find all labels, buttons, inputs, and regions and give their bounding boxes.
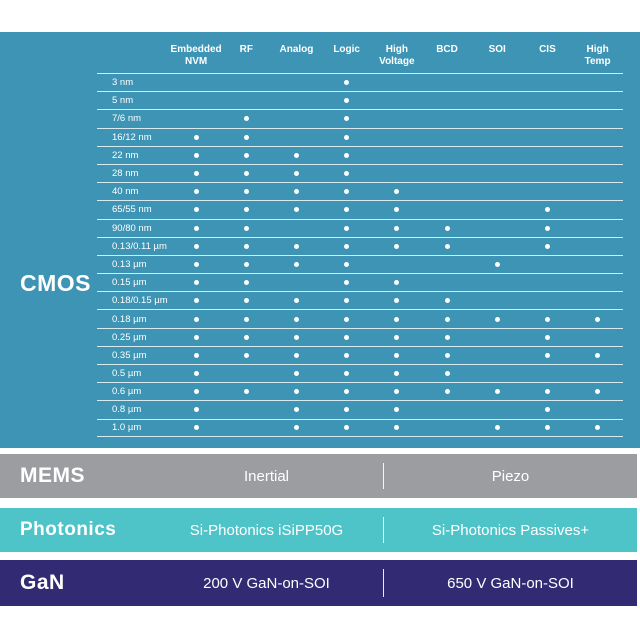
- capability-dot: [344, 262, 349, 267]
- capability-dot: [194, 171, 199, 176]
- matrix-cell: [573, 425, 623, 430]
- matrix-cell: [171, 135, 221, 140]
- matrix-cell: [522, 425, 572, 430]
- matrix-cell: [522, 353, 572, 358]
- matrix-cell: [322, 189, 372, 194]
- capability-dot: [495, 389, 500, 394]
- table-row: [97, 182, 623, 200]
- matrix-cell: [522, 317, 572, 322]
- capability-dot: [194, 389, 199, 394]
- capability-dot: [545, 226, 550, 231]
- matrix-cell: [422, 389, 472, 394]
- capability-dot: [244, 207, 249, 212]
- capability-dot: [495, 317, 500, 322]
- matrix-cell: [472, 262, 522, 267]
- capability-dot: [495, 262, 500, 267]
- capability-dot: [344, 298, 349, 303]
- capability-dot: [244, 353, 249, 358]
- capability-dot: [194, 189, 199, 194]
- matrix-cell: [221, 353, 271, 358]
- matrix-cell: [573, 389, 623, 394]
- capability-dot: [344, 244, 349, 249]
- matrix-cell: [372, 226, 422, 231]
- matrix-cell: [372, 244, 422, 249]
- capability-dot: [194, 353, 199, 358]
- table-row: [97, 291, 623, 309]
- capability-dot: [545, 389, 550, 394]
- cmos-grid: [97, 44, 623, 437]
- row-label: 0.13/0.11 µm: [112, 240, 167, 252]
- capability-dot: [344, 353, 349, 358]
- capability-dot: [344, 153, 349, 158]
- matrix-cell: [171, 317, 221, 322]
- capability-dot: [595, 425, 600, 430]
- matrix-cell: [372, 389, 422, 394]
- capability-dot: [344, 98, 349, 103]
- matrix-cell: [372, 335, 422, 340]
- matrix-cell: [472, 425, 522, 430]
- capability-dot: [194, 135, 199, 140]
- capability-dot: [445, 353, 450, 358]
- capability-dot: [344, 116, 349, 121]
- row-label: 5 nm: [112, 95, 134, 107]
- column-header: High Voltage: [379, 44, 415, 67]
- table-row: [97, 164, 623, 182]
- gan-band-label: GaN: [20, 571, 65, 594]
- column-header: Analog: [279, 44, 314, 55]
- column-header: RF: [239, 44, 253, 55]
- matrix-cell: [372, 371, 422, 376]
- matrix-cell: [171, 262, 221, 267]
- capability-dot: [294, 153, 299, 158]
- matrix-cell: [322, 80, 372, 85]
- matrix-cell: [171, 226, 221, 231]
- mems-left-cell: Inertial: [243, 467, 290, 485]
- column-header: Embedded NVM: [170, 44, 222, 67]
- capability-dot: [294, 335, 299, 340]
- matrix-cell: [372, 353, 422, 358]
- matrix-cell: [322, 425, 372, 430]
- row-label: 0.8 µm: [112, 404, 142, 416]
- capability-dot: [445, 244, 450, 249]
- matrix-cell: [221, 153, 271, 158]
- cmos-section-label: CMOS: [20, 270, 91, 296]
- table-row: [97, 128, 623, 146]
- table-row: [97, 400, 623, 418]
- capability-dot: [545, 207, 550, 212]
- matrix-cell: [221, 226, 271, 231]
- capability-dot: [244, 153, 249, 158]
- capability-dot: [244, 335, 249, 340]
- capability-dot: [394, 207, 399, 212]
- matrix-cell: [422, 353, 472, 358]
- table-row: [97, 364, 623, 382]
- matrix-cell: [271, 407, 321, 412]
- capability-dot: [595, 389, 600, 394]
- matrix-cell: [372, 298, 422, 303]
- capability-dot: [445, 317, 450, 322]
- row-label: 0.6 µm: [112, 386, 142, 398]
- mems-band: [0, 454, 637, 498]
- table-row: [97, 346, 623, 364]
- capability-dot: [445, 335, 450, 340]
- capability-dot: [194, 207, 199, 212]
- capability-dot: [394, 244, 399, 249]
- matrix-cell: [372, 407, 422, 412]
- column-header: Logic: [333, 44, 360, 55]
- row-label: 7/6 nm: [112, 113, 142, 125]
- matrix-cell: [171, 335, 221, 340]
- matrix-cell: [472, 317, 522, 322]
- capability-dot: [194, 425, 199, 430]
- capability-dot: [545, 244, 550, 249]
- row-label: 3 nm: [112, 77, 134, 89]
- matrix-cell: [171, 371, 221, 376]
- capability-dot: [194, 280, 199, 285]
- capability-dot: [394, 298, 399, 303]
- matrix-cell: [221, 280, 271, 285]
- column-header: SOI: [488, 44, 506, 55]
- matrix-cell: [322, 226, 372, 231]
- matrix-cell: [271, 153, 321, 158]
- matrix-cell: [422, 298, 472, 303]
- capability-dot: [244, 189, 249, 194]
- matrix-cell: [322, 280, 372, 285]
- matrix-cell: [171, 207, 221, 212]
- capability-dot: [344, 371, 349, 376]
- matrix-cell: [221, 189, 271, 194]
- matrix-rows: [97, 73, 623, 437]
- capability-dot: [294, 207, 299, 212]
- capability-dot: [244, 262, 249, 267]
- mems-band-label: MEMS: [20, 464, 85, 487]
- matrix-cell: [322, 135, 372, 140]
- capability-dot: [394, 226, 399, 231]
- row-label: 65/55 nm: [112, 204, 152, 216]
- matrix-cell: [322, 407, 372, 412]
- matrix-cell: [522, 335, 572, 340]
- capability-dot: [394, 317, 399, 322]
- capability-dot: [344, 207, 349, 212]
- row-label: 90/80 nm: [112, 222, 152, 234]
- matrix-cell: [221, 317, 271, 322]
- column-header: BCD: [436, 44, 458, 55]
- capability-dot: [244, 317, 249, 322]
- row-label: 0.5 µm: [112, 368, 142, 380]
- matrix-cell: [271, 171, 321, 176]
- capability-dot: [344, 226, 349, 231]
- row-label: 40 nm: [112, 186, 139, 198]
- matrix-cell: [271, 353, 321, 358]
- capability-dot: [344, 171, 349, 176]
- matrix-cell: [322, 371, 372, 376]
- matrix-cell: [271, 298, 321, 303]
- row-label: 0.18 µm: [112, 313, 147, 325]
- matrix-cell: [221, 116, 271, 121]
- table-row: [97, 109, 623, 127]
- matrix-cell: [271, 262, 321, 267]
- matrix-cell: [522, 207, 572, 212]
- matrix-cell: [372, 207, 422, 212]
- capability-dot: [194, 244, 199, 249]
- matrix-cell: [221, 335, 271, 340]
- capability-dot: [294, 371, 299, 376]
- capability-dot: [545, 317, 550, 322]
- matrix-cell: [271, 335, 321, 340]
- capability-dot: [545, 353, 550, 358]
- matrix-cell: [171, 171, 221, 176]
- table-row: [97, 309, 623, 327]
- capability-dot: [545, 407, 550, 412]
- cmos-section: [0, 32, 640, 448]
- table-row: [97, 382, 623, 400]
- row-label: 16/12 nm: [112, 131, 152, 143]
- capability-dot: [595, 317, 600, 322]
- table-row: [97, 255, 623, 273]
- matrix-cell: [322, 317, 372, 322]
- matrix-cell: [322, 153, 372, 158]
- column-header-row: [97, 44, 623, 73]
- capability-dot: [294, 298, 299, 303]
- capability-dot: [344, 80, 349, 85]
- capability-dot: [445, 226, 450, 231]
- capability-dot: [194, 371, 199, 376]
- capability-dot: [344, 425, 349, 430]
- gan-left-cell: 200 V GaN-on-SOI: [203, 574, 330, 592]
- capability-dot: [194, 335, 199, 340]
- capability-dot: [294, 189, 299, 194]
- header-spacer: [97, 44, 171, 73]
- matrix-cell: [322, 262, 372, 267]
- table-row: [97, 73, 623, 91]
- table-row: [97, 273, 623, 291]
- capability-dot: [194, 262, 199, 267]
- matrix-cell: [522, 244, 572, 249]
- row-label: 0.13 µm: [112, 258, 147, 270]
- capability-dot: [294, 262, 299, 267]
- capability-dot: [394, 353, 399, 358]
- capability-dot: [294, 353, 299, 358]
- gan-band: [0, 560, 637, 606]
- capability-dot: [344, 389, 349, 394]
- matrix-cell: [422, 244, 472, 249]
- row-label: 1.0 µm: [112, 422, 142, 434]
- capability-dot: [344, 189, 349, 194]
- matrix-cell: [522, 407, 572, 412]
- capability-dot: [244, 171, 249, 176]
- matrix-cell: [221, 171, 271, 176]
- capability-dot: [244, 226, 249, 231]
- matrix-cell: [372, 189, 422, 194]
- capability-dot: [344, 407, 349, 412]
- capability-dot: [545, 425, 550, 430]
- matrix-cell: [573, 317, 623, 322]
- row-label: 0.25 µm: [112, 331, 147, 343]
- photonics-left-cell: Si-Photonics iSiPP50G: [189, 521, 344, 539]
- matrix-cell: [171, 407, 221, 412]
- matrix-cell: [322, 298, 372, 303]
- table-row: [97, 146, 623, 164]
- capability-dot: [394, 335, 399, 340]
- row-label: 22 nm: [112, 149, 139, 161]
- capability-dot: [394, 407, 399, 412]
- capability-dot: [344, 317, 349, 322]
- photonics-band: [0, 508, 637, 552]
- matrix-cell: [322, 98, 372, 103]
- matrix-cell: [322, 116, 372, 121]
- capability-dot: [344, 335, 349, 340]
- row-label: 0.35 µm: [112, 349, 147, 361]
- capability-dot: [244, 116, 249, 121]
- matrix-cell: [221, 135, 271, 140]
- matrix-cell: [271, 389, 321, 394]
- photonics-band-label: Photonics: [20, 519, 117, 540]
- capability-dot: [194, 226, 199, 231]
- matrix-cell: [221, 389, 271, 394]
- matrix-cell: [221, 244, 271, 249]
- capability-dot: [194, 298, 199, 303]
- capability-dot: [244, 244, 249, 249]
- capability-dot: [194, 317, 199, 322]
- gan-right-cell: 650 V GaN-on-SOI: [447, 574, 574, 592]
- matrix-cell: [522, 389, 572, 394]
- matrix-cell: [322, 207, 372, 212]
- matrix-cell: [171, 298, 221, 303]
- column-header: High Temp: [584, 44, 611, 67]
- matrix-cell: [372, 317, 422, 322]
- capability-dot: [394, 389, 399, 394]
- matrix-cell: [271, 207, 321, 212]
- capability-dot: [244, 389, 249, 394]
- capability-dot: [344, 280, 349, 285]
- matrix-cell: [422, 335, 472, 340]
- capability-dot: [595, 353, 600, 358]
- capability-dot: [394, 280, 399, 285]
- capability-dot: [244, 135, 249, 140]
- matrix-cell: [573, 353, 623, 358]
- capability-dot: [294, 425, 299, 430]
- table-row: [97, 328, 623, 346]
- table-row: [97, 237, 623, 255]
- row-label: 28 nm: [112, 168, 139, 180]
- capability-dot: [294, 407, 299, 412]
- matrix-cell: [322, 171, 372, 176]
- matrix-cell: [372, 280, 422, 285]
- matrix-cell: [221, 262, 271, 267]
- capability-dot: [194, 407, 199, 412]
- matrix-cell: [322, 389, 372, 394]
- matrix-cell: [472, 389, 522, 394]
- matrix-cell: [271, 425, 321, 430]
- matrix-cell: [221, 207, 271, 212]
- matrix-cell: [422, 226, 472, 231]
- matrix-cell: [171, 280, 221, 285]
- capability-dot: [394, 425, 399, 430]
- row-label: 0.15 µm: [112, 277, 147, 289]
- capability-dot: [495, 425, 500, 430]
- matrix-cell: [171, 153, 221, 158]
- capability-dot: [445, 389, 450, 394]
- matrix-cell: [372, 425, 422, 430]
- capability-dot: [294, 244, 299, 249]
- matrix-cell: [171, 244, 221, 249]
- capability-dot: [394, 371, 399, 376]
- capability-dot: [194, 153, 199, 158]
- matrix-cell: [171, 189, 221, 194]
- matrix-cell: [322, 335, 372, 340]
- capability-dot: [294, 317, 299, 322]
- matrix-cell: [221, 298, 271, 303]
- table-row: [97, 91, 623, 109]
- table-row: [97, 200, 623, 218]
- mems-right-cell: Piezo: [491, 467, 530, 485]
- matrix-cell: [522, 226, 572, 231]
- matrix-cell: [271, 189, 321, 194]
- capability-dot: [244, 280, 249, 285]
- matrix-cell: [271, 317, 321, 322]
- photonics-right-cell: Si-Photonics Passives+: [431, 521, 590, 539]
- matrix-cell: [422, 371, 472, 376]
- capability-dot: [445, 298, 450, 303]
- matrix-cell: [171, 425, 221, 430]
- column-header: CIS: [539, 44, 556, 55]
- matrix-cell: [271, 371, 321, 376]
- capability-dot: [294, 171, 299, 176]
- capability-dot: [394, 189, 399, 194]
- matrix-cell: [171, 389, 221, 394]
- capability-dot: [244, 298, 249, 303]
- matrix-cell: [422, 317, 472, 322]
- capability-dot: [445, 371, 450, 376]
- row-label: 0.18/0.15 µm: [112, 295, 168, 307]
- table-row: [97, 419, 623, 437]
- matrix-cell: [322, 353, 372, 358]
- matrix-cell: [271, 244, 321, 249]
- capability-dot: [294, 389, 299, 394]
- matrix-cell: [171, 353, 221, 358]
- matrix-cell: [322, 244, 372, 249]
- capability-dot: [545, 335, 550, 340]
- table-row: [97, 219, 623, 237]
- capability-dot: [344, 135, 349, 140]
